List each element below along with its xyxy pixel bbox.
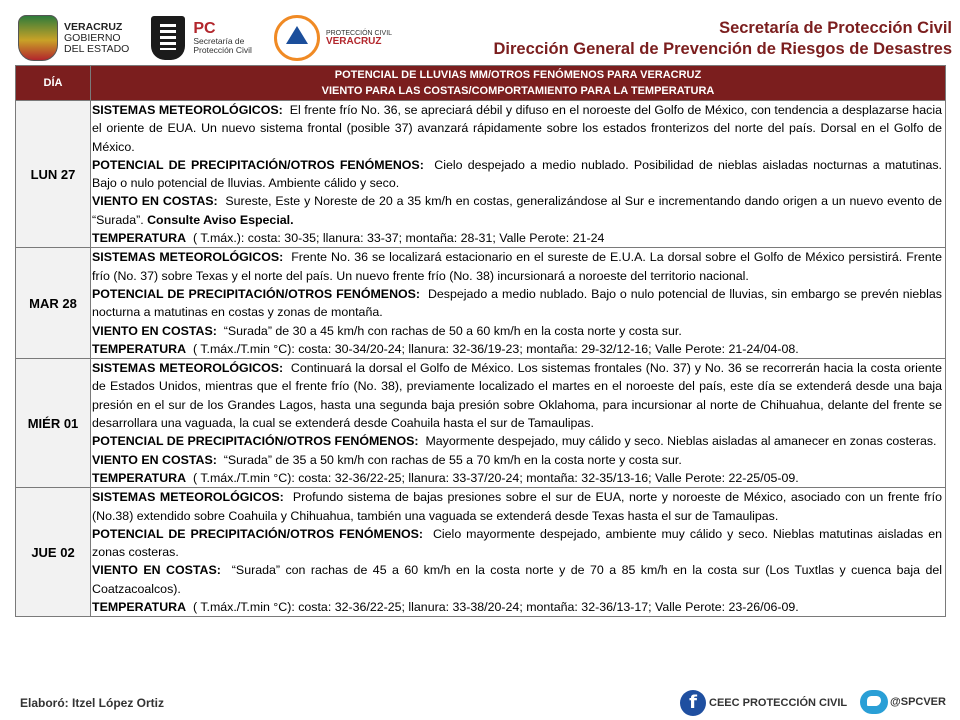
day-cell: LUN 27	[16, 101, 91, 248]
label-pot: POTENCIAL DE PRECIPITACIÓN/OTROS FENÓMENOS:	[92, 434, 419, 449]
text-tem: ( T.máx.): costa: 30-35; llanura: 33-37; montaña: 28-31; Valle Perote: 21-24	[192, 231, 605, 246]
label-vie: VIENTO EN COSTAS:	[92, 452, 217, 467]
label-sis: SISTEMAS METEOROLÓGICOS:	[92, 250, 284, 265]
facebook-icon: f	[680, 690, 706, 716]
forecast-table	[15, 65, 946, 617]
text-pot: Cielo mayormente despejado, ambiente muy cálido y seco. Nieblas matutinas aisladas en zonas costeras.	[92, 526, 942, 560]
veracruz-seal-icon	[18, 15, 58, 61]
label-sis: SISTEMAS METEOROLÓGICOS:	[92, 490, 284, 505]
page-subtitle: Dirección General de Prevención de Riesgos de Desastres	[493, 40, 952, 58]
civil-protection-triangle-icon	[274, 15, 320, 61]
text-sis: Continuará la dorsal el Golfo de México. Los sistemas frontales (No. 37) y No. 36 se recorrerán hacia la costa oriente de Estados Unidos, mientras que el frente frío (No. 38), previamente localizado el martes en el noroeste del país, este día se extenderá desde una baja presión en el sur de los Grandes Lagos, hasta una segunda baja presión sobre Oklahoma, para incursionar al norte de Chihuahua, delante del frente se desarrollara una vaguada, la cual se extenderá desde Coahuila hasta el sur de Tamaulipas.	[92, 361, 943, 431]
veracruz-logo-line3: DEL ESTADO	[64, 42, 130, 55]
pcv-logo	[274, 15, 392, 61]
text-sis: Profundo sistema de bajas presiones sobre el sur de EUA, norte y noroeste de México, asociado con un frente frío (No.38) extendido sobre Coahuila y Chihuahua, también una vaguada se extenderá desde Texas hasta el sur de Tamaulipas.	[92, 490, 942, 523]
forecast-cell	[91, 248, 946, 359]
text-vie-bold: Consulte Aviso Especial.	[147, 212, 294, 227]
text-sis: El frente frío No. 36, se apreciará débil y difuso en el noroeste del Golfo de México, con tendencia a desplazarse hacia el oriente de EUA. Un nuevo sistema frontal (posible 37) avanzará rápidamente sobre los estados fronterizos del norte del país. Dorsal en el Golfo de México.	[92, 103, 943, 154]
label-tem: TEMPERATURA	[92, 600, 187, 615]
text-vie: “Surada” de 35 a 50 km/h con rachas de 55 a 70 km/h en la costa norte y costa sur.	[223, 452, 682, 467]
veracruz-logo-line1: VERACRUZ	[64, 20, 123, 33]
label-sis: SISTEMAS METEOROLÓGICOS:	[92, 103, 283, 117]
veracruz-logo	[18, 15, 129, 61]
veracruz-logo-line2: GOBIERNO	[64, 31, 121, 44]
day-cell: MAR 28	[16, 248, 91, 359]
pc-logo-line1: Secretaría de	[193, 36, 245, 46]
label-tem: TEMPERATURA	[92, 470, 187, 485]
pc-logo	[151, 16, 252, 60]
table-row	[16, 248, 946, 359]
pcv-logo-line2: VERACRUZ	[325, 36, 382, 47]
column-header-day: DÍA	[16, 66, 91, 101]
label-vie: VIENTO EN COSTAS:	[92, 563, 221, 578]
text-vie: “Surada” con rachas de 45 a 60 km/h en la costa norte y de 70 a 85 km/h en la costa sur (Los Tuxtlas y cuenca baja del Coatzacoalcos).	[92, 563, 942, 596]
column-header-main	[91, 66, 946, 101]
day-cell: MIÉR 01	[16, 359, 91, 488]
table-header-row	[16, 66, 946, 101]
author-credit: Elaboró: Itzel López Ortiz	[20, 696, 165, 710]
forecast-cell	[91, 488, 946, 617]
forecast-cell	[91, 101, 946, 248]
label-vie: VIENTO EN COSTAS:	[92, 323, 217, 338]
text-sis: Frente No. 36 se localizará estacionario en el sureste de E.U.A. La dorsal sobre el Golfo de México persistirá. Frente frío (No. 37) sobre Texas y el norte del país. Un nuevo frente frío (No. 38) incursionará a noroeste del territorio nacional.	[92, 250, 943, 283]
facebook-link[interactable]	[680, 690, 847, 716]
text-pot: Mayormente despejado, muy cálido y seco. Nieblas aisladas al amanecer en zonas costeras.	[425, 434, 937, 449]
table-row	[16, 488, 946, 617]
text-vie: “Surada” de 30 a 45 km/h con rachas de 50 a 60 km/h en la costa norte y costa sur.	[223, 323, 682, 338]
pcv-logo-line1: PROTECCIÓN CIVIL	[325, 30, 393, 37]
twitter-icon	[860, 690, 888, 714]
text-pot: Cielo despejado a medio nublado. Posibilidad de nieblas aisladas nocturnas a matutinas. Bajo o nulo potencial de lluvias. Ambiente cálido y seco.	[92, 157, 943, 191]
text-tem: ( T.máx./T.min °C): costa: 32-36/22-25; llanura: 33-37/20-24; montaña: 32-35/13-16; Valle Perote: 22-25/05-09.	[192, 470, 799, 485]
twitter-link[interactable]	[860, 690, 946, 714]
label-pot: POTENCIAL DE PRECIPITACIÓN/OTROS FENÓMENOS:	[92, 526, 424, 541]
pc-logo-big: PC	[193, 20, 216, 37]
text-tem: ( T.máx./T.min °C): costa: 32-36/22-25; llanura: 33-38/20-24; montaña: 32-36/13-17; Valle Perote: 23-26/06-09.	[192, 600, 799, 615]
forecast-cell	[91, 359, 946, 488]
header-titles	[493, 18, 952, 60]
text-pot: Despejado a medio nublado. Bajo o nulo potencial de lluvias, sin embargo se prevén nieblas nocturna a matutinas en costas y zonas de montaña.	[92, 286, 942, 320]
text-tem: ( T.máx./T.min °C): costa: 30-34/20-24; llanura: 32-36/19-23; montaña: 29-32/12-16; Valle Perote: 21-24/04-08.	[192, 341, 799, 356]
column-header-main-line1: POTENCIAL DE LLUVIAS MM/OTROS FENÓMENOS PARA VERACRUZ	[334, 69, 702, 81]
twitter-label: @SPCVER	[890, 696, 946, 708]
forecast-table-wrap	[15, 65, 946, 617]
text-vie: Sureste, Este y Noreste de 20 a 35 km/h en costas, generalizándose al Sur e incrementando dando origen a un nuevo evento de “Surada”.	[92, 194, 942, 227]
pc-logo-line2: Protección Civil	[193, 45, 252, 55]
facebook-label: CEEC PROTECCIÓN CIVIL	[709, 697, 848, 709]
label-sis: SISTEMAS METEOROLÓGICOS:	[92, 361, 284, 376]
table-row	[16, 101, 946, 248]
label-tem: TEMPERATURA	[92, 341, 187, 356]
label-vie: VIENTO EN COSTAS:	[92, 194, 218, 209]
page-title: Secretaría de Protección Civil	[719, 19, 952, 37]
day-cell: JUE 02	[16, 488, 91, 617]
table-row	[16, 359, 946, 488]
column-header-main-line2: VIENTO PARA LAS COSTAS/COMPORTAMIENTO PARA LA TEMPERATURA	[321, 85, 715, 97]
label-pot: POTENCIAL DE PRECIPITACIÓN/OTROS FENÓMENOS:	[92, 286, 421, 301]
label-tem: TEMPERATURA	[92, 231, 187, 246]
pc-building-icon	[151, 16, 185, 60]
label-pot: POTENCIAL DE PRECIPITACIÓN/OTROS FENÓMENOS:	[92, 157, 424, 172]
header-logos	[18, 10, 414, 66]
